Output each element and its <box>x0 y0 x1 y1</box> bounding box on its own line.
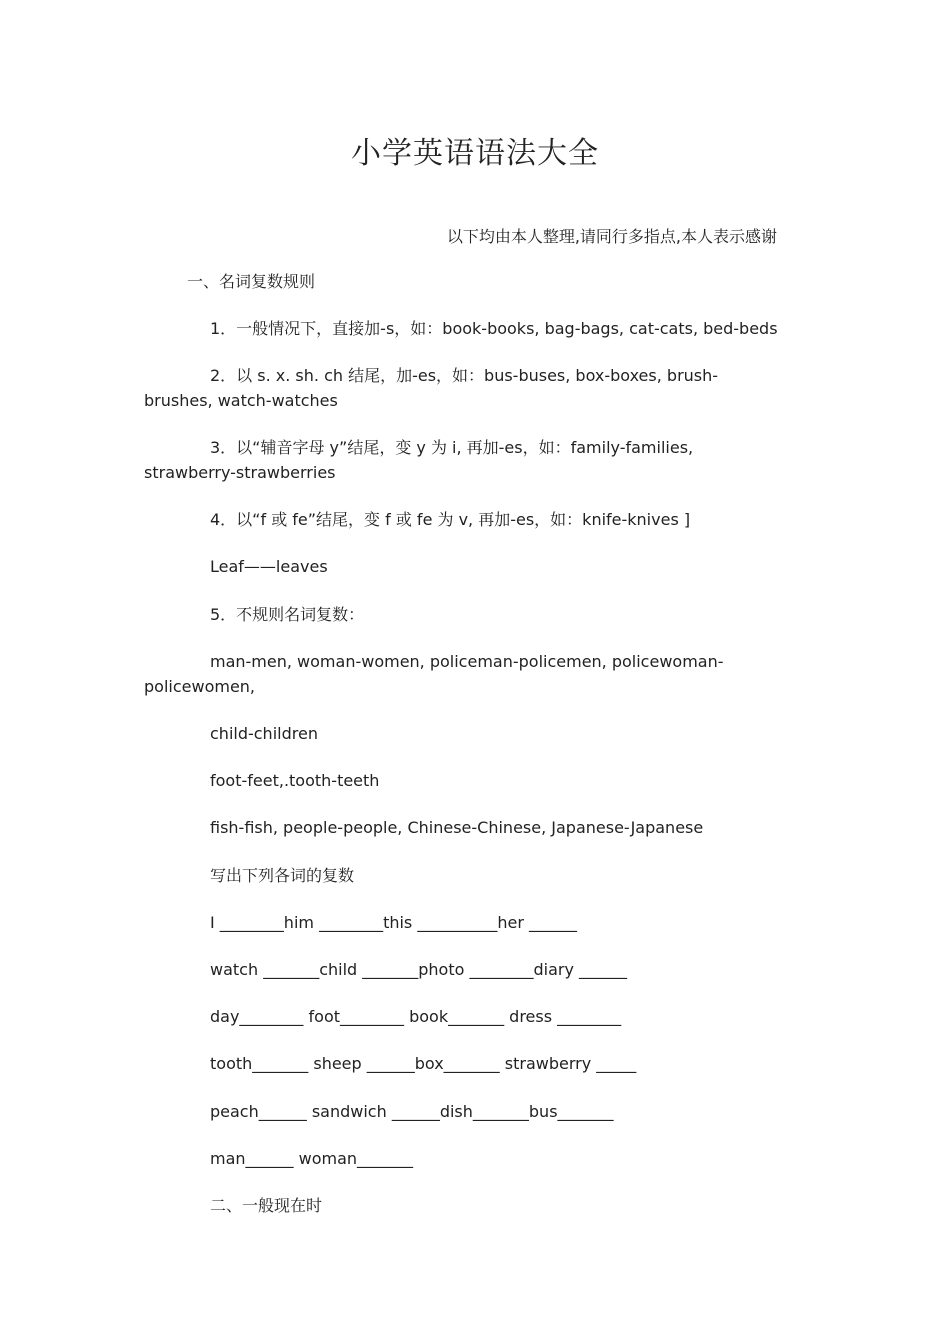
rule-5: 5．不规则名词复数： <box>210 605 365 624</box>
irregular-examples-4: fish-fish, people-people, Chinese-Chinese, Japanese-Japanese <box>210 818 704 837</box>
exercise-line: tooth_______ sheep ______box_______ strawberry _____ <box>210 1054 637 1073</box>
exercise-line: day________ foot________ book_______ dress ________ <box>210 1007 622 1026</box>
rule-4: 4．以“f 或 fe”结尾，变 f 或 fe 为 v, 再加-es，如：knife-knives ] <box>210 510 691 529</box>
irregular-examples-1: man-men, woman-women, policeman-policemen, policewoman-policewomen, <box>144 652 724 696</box>
exercise-line: peach______ sandwich ______dish_______bus_______ <box>210 1102 614 1121</box>
exercise-line: man______ woman_______ <box>210 1149 414 1168</box>
exercise-heading: 写出下列各词的复数 <box>210 866 355 885</box>
subtitle-note: 以下均由本人整理,请同行多指点,本人表示感谢 <box>446 227 777 246</box>
irregular-examples-3: foot-feet,.tooth-teeth <box>210 771 380 790</box>
section-heading-present-simple: 二、一般现在时 <box>210 1196 323 1215</box>
page-title: 小学英语语法大全 <box>351 136 599 171</box>
rule-1: 1．一般情况下，直接加-s，如：book-books, bag-bags, cat-cats, bed-beds <box>210 319 778 338</box>
rule-3: 3．以“辅音字母 y”结尾，变 y 为 i, 再加-es，如：family-families, strawberry-strawberries <box>144 438 694 482</box>
exercise-line: watch _______child _______photo ________diary ______ <box>210 960 628 979</box>
section-heading-plural-rules: 一、名词复数规则 <box>187 272 316 291</box>
rule-2: 2．以 s. x. sh. ch 结尾，加-es，如：bus-buses, box-boxes, brush-brushes, watch-watches <box>144 366 719 410</box>
exercise-line: I ________him ________this __________her ______ <box>210 913 577 932</box>
leaf-example: Leaf——leaves <box>210 557 328 576</box>
irregular-examples-2: child-children <box>210 724 318 743</box>
